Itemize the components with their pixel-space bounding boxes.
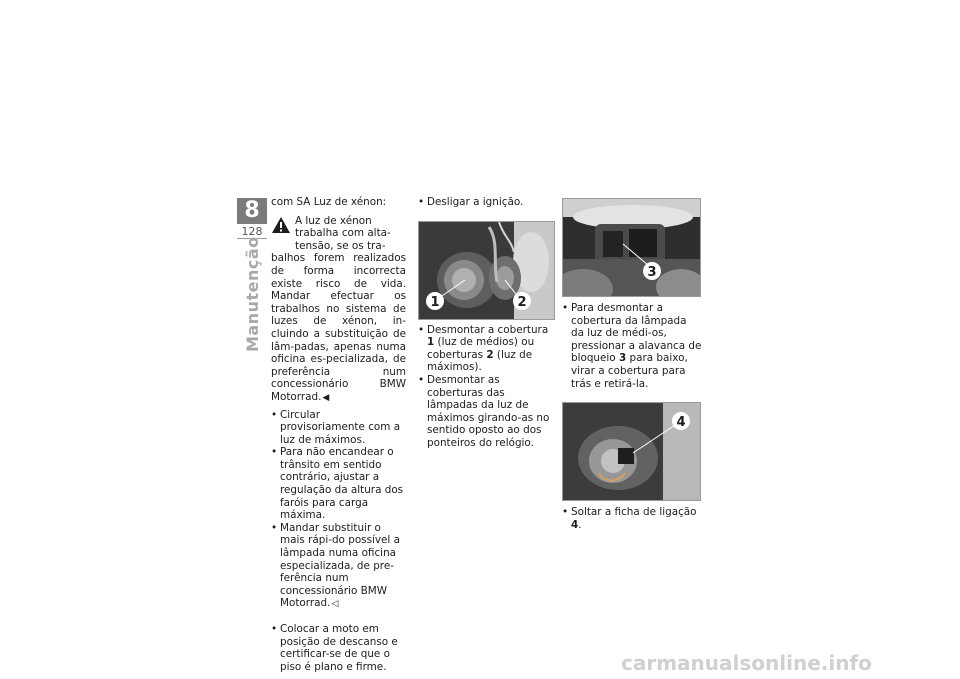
section-title: Manutenção (243, 236, 262, 352)
ref-number: 2 (486, 348, 494, 361)
photo-label-3: 3 (647, 265, 657, 280)
list-item-text: (luz de médios) ou coberturas (427, 336, 535, 361)
photo-label-2: 2 (517, 294, 527, 310)
intro-text: com SA Luz de xénon: (271, 196, 387, 208)
list-item-text: Mandar substituir o mais rápi-do possível a lâmpada numa oficina especializada, de pre-ferência num concessionário BMW Motorrad. (280, 521, 400, 610)
list-item (271, 522, 406, 611)
ref-number: 1 (427, 336, 435, 349)
headlight-photo-connector (562, 402, 701, 501)
watermark: carmanualsonline.info (621, 651, 872, 675)
bullet-list-5 (562, 302, 702, 390)
text-column-3 (562, 196, 702, 531)
bullet-list-1 (271, 409, 406, 612)
photo-label-1: 1 (430, 294, 440, 310)
list-item-text: (luz de máximos). (427, 348, 533, 374)
list-item: • Desmontar as coberturas das lâmpadas da luz de máximos girando-as no sentido oposto ao dos ponteiros do relógio. (418, 374, 553, 450)
bullet-list-6 (562, 506, 702, 531)
list-item: • Para não encandear o trânsito em sentido contrário, ajustar a regulação da altura dos faróis para carga máxima. (271, 446, 406, 522)
end-of-warning-icon: ◀ (322, 392, 330, 403)
chapter-number: 8 (237, 198, 267, 224)
bullet-list-3 (418, 196, 553, 209)
headlight-photo-covers (418, 221, 555, 320)
photo-label-4: 4 (676, 415, 686, 431)
warning-text-body: balhos forem realizados de forma incorrecta existe risco de vida. Mandar efectuar os trabalhos no sistema de luzes de xénon, in-cluindo a substituição de lâm-padas, apenas numa oficina es-pecializada, de preferência num concessionário BMW Motorrad. (271, 252, 406, 403)
list-item: • Circular provisoriamente com a luz de máximos. (271, 409, 406, 447)
text-column-2 (418, 196, 553, 450)
list-item (418, 324, 553, 374)
list-item: • Desligar a ignição. (418, 196, 553, 209)
bullet-list-2 (271, 623, 406, 673)
text-column-1 (271, 196, 406, 673)
warning-triangle-icon (271, 216, 291, 234)
connector-plug-illustration (563, 403, 700, 500)
bullet-list-4 (418, 324, 553, 450)
warning-text-first: A luz de xénon trabalha com alta-tensão, se os tra- (295, 214, 391, 252)
list-item (562, 302, 702, 390)
ref-number: 4 (571, 518, 579, 531)
headlight-photo-lever (562, 198, 701, 297)
spacer (271, 611, 406, 619)
list-item: • Colocar a moto em posição de descanso e certificar-se de que o piso é plano e firme. (271, 623, 406, 673)
warning-text-rest (271, 252, 406, 404)
list-item-text: para baixo, virar a cobertura para trás e retirá-la. (571, 352, 688, 390)
list-item-text: Desmontar a cobertura (427, 323, 549, 336)
warning-paragraph (271, 215, 406, 253)
page-number: 128 (241, 225, 263, 238)
list-item-text: . (578, 518, 582, 531)
list-item-text: Soltar a ficha de ligação (571, 506, 697, 519)
headlight-covers-illustration (419, 222, 554, 319)
end-of-section-icon: ◁ (331, 599, 339, 610)
locking-lever-illustration (563, 199, 700, 296)
list-item-text: Para desmontar a cobertura da lâmpada da luz de médi-os, pressionar a alavanca de bloqueio (571, 302, 702, 365)
list-item (562, 506, 702, 531)
ref-number: 3 (618, 352, 627, 365)
